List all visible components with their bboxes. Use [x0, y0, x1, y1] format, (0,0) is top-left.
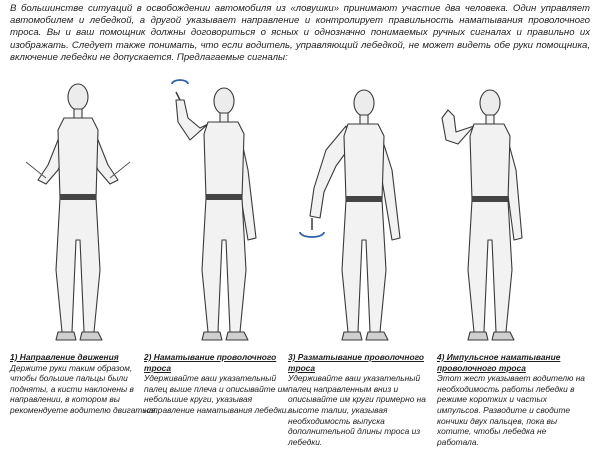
signal-caption-3: [288, 352, 438, 447]
signal-description: Удерживайте ваш указательный палец выше плеча и описывайте им небольшие круги, указывая направление наматывания лебедки.: [144, 373, 289, 415]
signal-title: 2) Наматывание проволочного троса: [144, 352, 277, 373]
signal-description: Удерживайте ваш указательный палец направленным вниз и описывайте им круги примерно на высоте талии, указывая необходимость выпуска дополнительной длины троса из лебедки.: [288, 373, 426, 447]
signal-title: 4) Импульсное наматывание проволочного троса: [437, 352, 561, 373]
figure-wind-in-signal: [162, 70, 282, 350]
figure-wind-out-signal: [296, 70, 426, 350]
signal-title: 1) Направление движения: [10, 352, 119, 362]
signal-caption-1: [10, 352, 160, 416]
signal-description: Этот жест указывает водителю на необходимость работы лебедки в режиме коротких и частых импульсов. Разводите и сводите кончики двух пальцев, пока вы хотите, чтобы лебедка не работала.: [437, 373, 585, 447]
signal-caption-2: [144, 352, 294, 416]
figure-inching-signal: [430, 70, 550, 350]
signal-title: 3) Разматывание проволочного троса: [288, 352, 424, 373]
signal-illustrations: [0, 70, 600, 350]
signal-description: Держите руки таким образом, чтобы большие пальцы были подняты, а кисти наклонены в направлении, в котором вы рекомендуете водителю двигаться.: [10, 362, 158, 415]
figure-direction-signal: [18, 70, 138, 350]
signal-caption-4: [437, 352, 587, 447]
intro-text: В большинстве ситуаций в освобождении автомобиля из «ловушки» принимают участие два человека. Один управляет автомобилем и лебедкой, а другой указывает направление и контролирует правильность наматывания проволочного троса. Вы и ваш помощник должны договориться о ясных и однозначно понимаемых ручных сигналах и правильно их изображать. Следует также понимать, что если водитель, управляющий лебедкой, не может видеть обе руки помощника, включение лебедки не допускается. Предлагаемые сигналы:: [10, 3, 590, 63]
